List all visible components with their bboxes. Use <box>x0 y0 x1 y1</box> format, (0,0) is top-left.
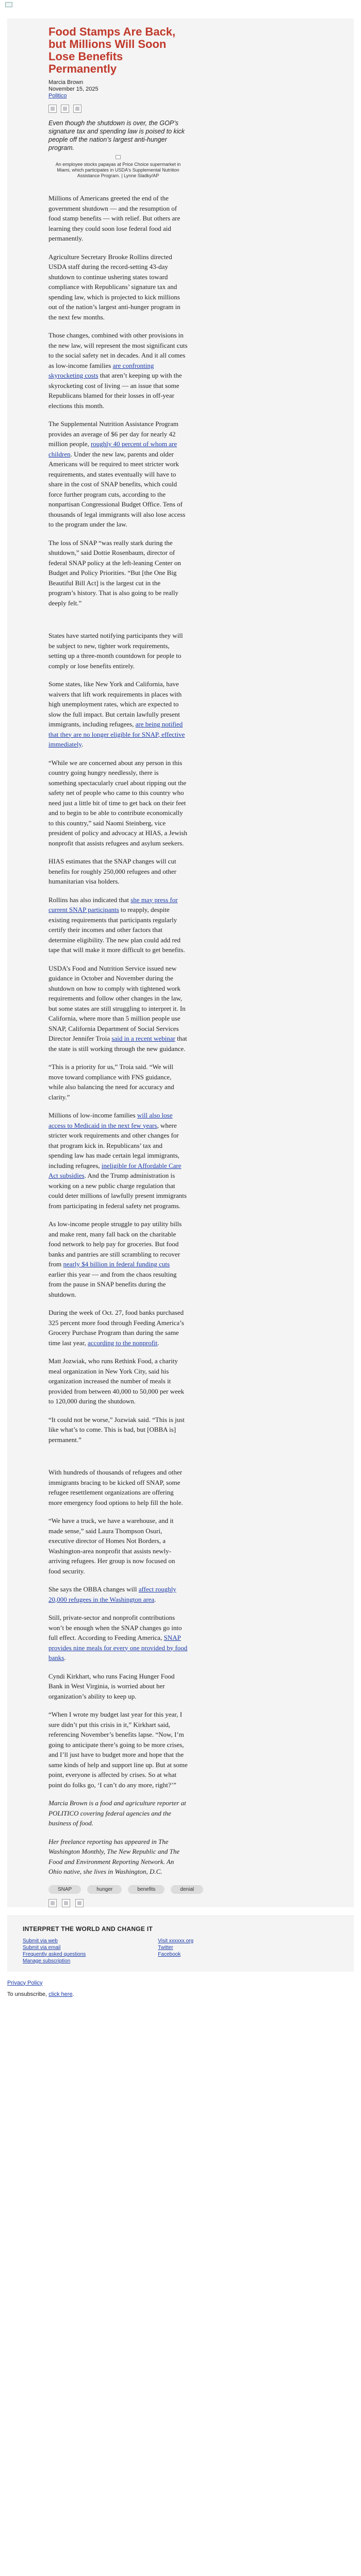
author-bio: Her freelance reporting has appeared in The Washington Monthly, The New Republic and The Food and Environment Reporting Network. An Ohio native, she lives in Washington, D.C. <box>48 1837 180 1875</box>
article-paragraph <box>48 193 188 244</box>
newsletter-footer <box>7 1916 354 1972</box>
paragraph-text: , where stricter work requirements and other changes for that program kick in. Republicans’ tax and spending law has made certain legal immigrants, including refugees, <box>48 1121 179 1170</box>
article-paragraph <box>48 1110 188 1211</box>
article-paragraph <box>48 963 188 1054</box>
privacy-policy-link[interactable]: Privacy Policy <box>7 1979 43 1986</box>
paragraph-text: HIAS estimates that the SNAP changes will cut benefits for roughly 250,000 refugees and other humanitarian visa holders. <box>48 857 177 885</box>
twitter-icon[interactable] <box>62 1899 70 1907</box>
article-body <box>48 193 188 1877</box>
footer-link[interactable]: Frequently asked questions <box>23 1951 86 1957</box>
footer-link[interactable]: Submit via email <box>23 1944 61 1951</box>
paragraph-text: As low-income people struggle to pay utility bills and make rent, many fall back on the charitable food network to help pay for groceries. But food banks and pantries are still scrambling to recover from <box>48 1220 182 1268</box>
article-meta <box>48 79 188 99</box>
photo-caption: An employee stocks papayas at Price Choice supermarket in Miami, which participates in USDA's Supplemental Nutrition Assistance Program. | Lynne Sladky/AP <box>55 162 181 178</box>
footer-social-link[interactable]: Facebook <box>158 1951 181 1957</box>
paragraph-text: Matt Jozwiak, who runs Rethink Food, a charity meal organization in New York City, said his organization increased the number of meals it provided from between 40,000 to 50,000 per week to 120,000 during the shutdown. <box>48 1357 185 1405</box>
article-paragraph <box>48 856 188 887</box>
paragraph-text: to reapply, despite existing requirements that participants regularly certify their incomes and other factors that determine eligibility. The new plan could add red tape that will make it more difficult to get benefits. <box>48 906 185 954</box>
twitter-icon[interactable] <box>61 105 69 113</box>
article-paragraph <box>48 1516 188 1576</box>
paragraph-text: During the week of Oct. 27, food banks purchased 325 percent more food through Feeding America’s Grocery Purchase Program than during the same time last year, <box>48 1309 184 1347</box>
paragraph-text: . <box>154 1595 156 1603</box>
paragraph-text: “When I wrote my budget last year for this year, I sure didn’t put this crisis in it,” Kirkhart said, referencing November’s benefits lapse. “Now, I’m going to anticipate there’s going to be more crises, and I’ll just have to budget more and hope that the same kinds of help and support line up. But at some point, everyone is affected by crises. So at what point do folks go, ‘I can’t do any more, right?’” <box>48 1710 188 1789</box>
paragraph-text: USDA’s Food and Nutrition Service issued new guidance in October and November during the shutdown on how to comply with tightened work requirements and follow other changes in the law, but some states are still struggling to interpret it. In California, where more than 5 million people use SNAP, California Department of Social Services Director Jennifer Troia <box>48 964 186 1042</box>
facebook-icon[interactable] <box>48 105 57 113</box>
share-icons-bottom <box>48 1899 188 1907</box>
paragraph-text: . <box>81 740 84 748</box>
inline-link[interactable]: she may press for current SNAP participants <box>48 895 178 913</box>
paragraph-text: Rollins has also indicated that <box>48 895 131 904</box>
article-paragraph <box>48 1584 188 1604</box>
paragraph-text: that aren’t keeping up with the skyrocketing cost of living — an issue that some Republicans blamed for their losses in off-year elections this month. <box>48 371 182 410</box>
facebook-icon[interactable] <box>48 1899 57 1907</box>
paragraph-text: that the state is still working through the new guidance. <box>48 1035 187 1053</box>
paragraph-text: . And the Trump administration is working on a new public charge regulation that could deter millions of lawfully present immigrants from participating in federal safety net programs. <box>48 1172 187 1210</box>
publish-date: November 15, 2025 <box>48 86 99 92</box>
paragraph-text: . <box>64 1654 66 1662</box>
inline-link[interactable]: said in a recent webinar <box>111 1035 175 1042</box>
article-paragraph <box>48 252 188 323</box>
paragraph-text: The loss of SNAP “was really stark during the shutdown,” said Dottie Rosenbaum, director of federal SNAP policy at the left-leaning Center on Budget and Policy Priorities. “But [the One Big Beautiful Bill Act] is the largest cut in the program’s history. That is also going to be really deeply felt.” <box>48 538 181 607</box>
paragraph-text: earlier this year — and from the chaos resulting from the pause in SNAP benefits during the shutdown. <box>48 1270 177 1298</box>
logo-icon <box>5 2 12 7</box>
footer-social-link[interactable]: Visit xxxxxx.org <box>158 1938 194 1944</box>
paragraph-text: Some states, like New York and California, have waivers that lift work requirements in places with high unemployment rates, which are expected to slow the full impact. But certain lawfully present immigrants, including refugees, <box>48 680 182 728</box>
footer-link[interactable]: Submit via web <box>23 1938 58 1944</box>
article-paragraph <box>48 419 188 530</box>
inline-link[interactable]: SNAP provides nine meals for every one provided by food banks <box>48 1634 188 1662</box>
paragraph-text: The Supplemental Nutrition Assistance Program provides an average of $6 per day for nearly 42 million people, <box>48 420 179 448</box>
unsubscribe-suffix: . <box>72 1991 74 1997</box>
paragraph-text: “We have a truck, we have a warehouse, and it made sense,” said Laura Thompson Osuri, executive director of Homes Not Borders, a Washington-area nonprofit that assists newly-arriving refugees. Her group is now focused on food security. <box>48 1517 175 1575</box>
share-icons <box>48 105 188 113</box>
article-paragraph <box>48 1219 188 1299</box>
email-icon[interactable] <box>75 1899 84 1907</box>
inline-link[interactable]: according to the nonprofit <box>88 1338 158 1347</box>
article-headline: Food Stamps Are Back, but Millions Will Soon Lose Benefits Permanently <box>48 25 176 75</box>
paragraph-text: “This is a priority for us,” Troia said. “We will move toward compliance with FNS guidance, while also balancing the need for accuracy and clarity.” <box>48 1063 174 1101</box>
article-paragraph <box>48 895 188 955</box>
inline-link[interactable]: are being notified that they are no longer eligible for SNAP, effective immediately <box>48 720 185 748</box>
section-break <box>48 1453 188 1467</box>
bottom-links <box>0 1972 361 2008</box>
photo-placeholder-icon <box>116 155 121 159</box>
footer-col-submit <box>23 1938 86 1964</box>
footer-link[interactable]: Manage subscription <box>23 1958 71 1964</box>
article-paragraph <box>48 1062 188 1102</box>
paragraph-text: . Under the new law, parents and older Americans will be required to meet stricter work requirements, and states eventually will have to share in the cost of SNAP benefits, which could force further program cuts, according to the nonpartisan Congressional Budget Office. Tens of thousands of legal immigrants will also lose access to the program under the law. <box>48 450 186 528</box>
article-paragraph <box>48 1671 188 1702</box>
paragraph-text: She says the OBBA changes will <box>48 1585 139 1593</box>
article-paragraph <box>48 330 188 411</box>
inline-link[interactable]: are confronting skyrocketing costs <box>48 361 154 379</box>
top-bar <box>0 0 361 7</box>
tag-list <box>48 1885 219 1894</box>
article-paragraph <box>48 1709 188 1790</box>
article-paragraph <box>48 631 188 671</box>
inline-link[interactable]: will also lose access to Medicaid in the next few years <box>48 1111 173 1129</box>
paragraph-text: “It could not be worse,” Jozwiak said. “This is just like what’s to come. This is bad, but [OBBA is] permanent.” <box>48 1415 185 1444</box>
unsubscribe-link[interactable]: click here <box>48 1991 73 1997</box>
article-paragraph <box>48 1308 188 1348</box>
inline-link[interactable]: ineligible for Affordable Care Act subsidies <box>48 1161 182 1179</box>
inline-link[interactable]: roughly 40 percent of whom are children <box>48 440 177 458</box>
paragraph-text: “While we are concerned about any person in this country going hungry needlessly, there is something spectacularly cruel about ripping out the safety net of people who came to this country who need just a little bit of time to get back on their feet and to begin to be able to contribute economically to this country,” said Naomi Steinberg, vice president of policy and advocacy at HIAS, a Jewish nonprofit that assists refugees and asylum seekers. <box>48 758 187 847</box>
photo-caption-block <box>48 155 188 179</box>
unsubscribe-prefix: To unsubscribe, <box>7 1991 49 1997</box>
article-card <box>7 19 354 1907</box>
tag-pill[interactable]: SNAP <box>48 1885 81 1894</box>
paragraph-text: Agriculture Secretary Brooke Rollins directed USDA staff during the record-setting 43-day shutdown to continue ushering states toward compliance with Republicans’ signature tax and spending law, which is projected to kick millions out of the nation’s largest anti-hunger program in the next few months. <box>48 252 180 321</box>
article-dek: Even though the shutdown is over, the GOP’s signature tax and spending law is poised to kick people off the nation’s largest anti-hunger program. <box>48 120 185 151</box>
paragraph-text: Cyndi Kirkhart, who runs Facing Hunger Food Bank in West Virginia, is worried about her organization’s ability to keep up. <box>48 1672 175 1700</box>
email-icon[interactable] <box>73 105 81 113</box>
footer-social-link[interactable]: Twitter <box>158 1944 173 1951</box>
paragraph-text: States have started notifying participants they will be subject to new, tighter work requirements, setting up a three-month countdown for people to comply or lose benefits entirely. <box>48 632 183 670</box>
paragraph-text: . <box>157 1338 159 1347</box>
author-bio: Marcia Brown is a food and agriculture reporter at POLITICO covering federal agencies and the business of food. <box>48 1799 186 1827</box>
unsubscribe-line <box>7 1991 354 1997</box>
paragraph-text: Millions of Americans greeted the end of the government shutdown — and the resumption of food stamp benefits — with relief. But others are learning they could soon lose federal food aid permanently. <box>48 194 180 242</box>
author-name: Marcia Brown <box>48 79 84 86</box>
article-paragraph <box>48 538 188 608</box>
tag-pill[interactable]: benefits <box>128 1885 165 1894</box>
article-paragraph <box>48 679 188 750</box>
source-link[interactable]: Politico <box>48 93 67 99</box>
article-paragraph <box>48 1467 188 1507</box>
tag-pill[interactable]: denial <box>171 1885 203 1894</box>
paragraph-text: Millions of low-income families <box>48 1111 137 1119</box>
inline-link[interactable]: nearly $4 billion in federal funding cuts <box>63 1260 170 1268</box>
article-paragraph <box>48 758 188 849</box>
paragraph-text: Those changes, combined with other provisions in the new law, will represent the most significant cuts to the social safety net in decades. And it all comes as low-income families <box>48 331 188 369</box>
section-break <box>48 616 188 631</box>
article-inner <box>48 25 194 1907</box>
article-paragraph <box>48 1415 188 1445</box>
paragraph-text: Still, private-sector and nonprofit contributions won’t be enough when the SNAP changes go into full effect. According to Feeding America, <box>48 1614 182 1641</box>
inline-link[interactable]: affect roughly 20,000 refugees in the Washington area <box>48 1585 176 1603</box>
footer-col-social <box>158 1938 193 1964</box>
paragraph-text: With hundreds of thousands of refugees and other immigrants bracing to be kicked off SNAP, some refugee resettlement organizations are offering more emergency food options to help fill the hole. <box>48 1468 183 1506</box>
article-paragraph <box>48 1613 188 1663</box>
tag-pill[interactable]: hunger <box>87 1885 122 1894</box>
article-paragraph <box>48 1356 188 1406</box>
footer-heading: INTERPRET THE WORLD AND CHANGE IT <box>23 1925 153 1933</box>
